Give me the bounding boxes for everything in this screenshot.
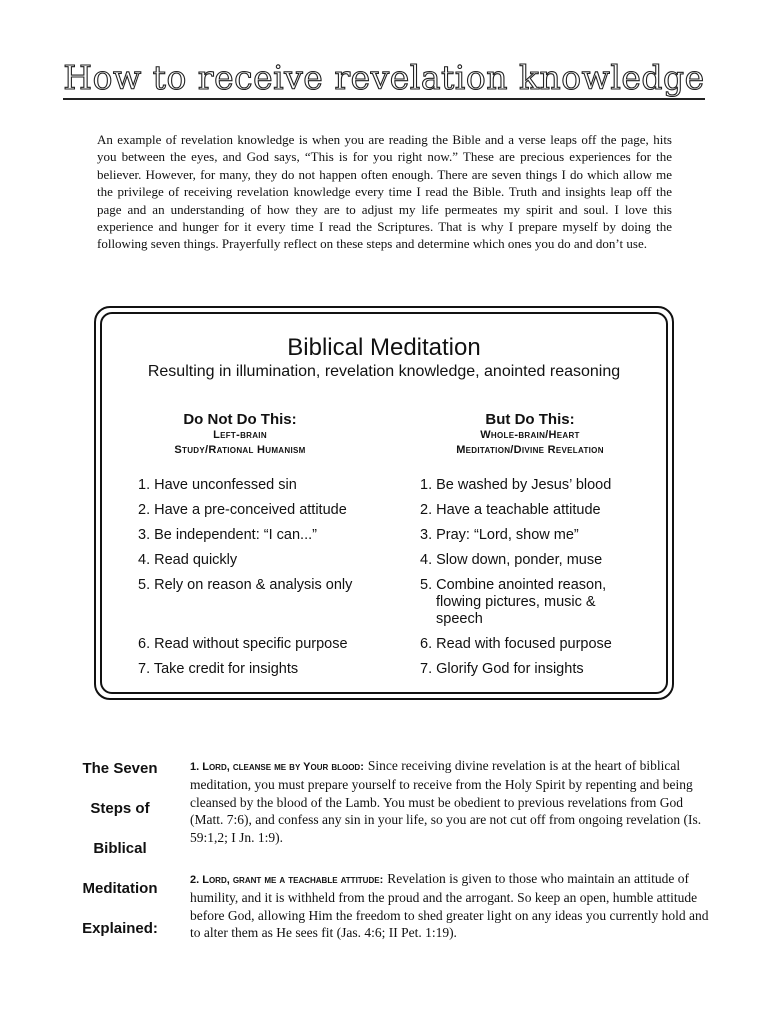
do-not-item: 3. Be independent: “I can...” xyxy=(138,527,317,543)
do-not-item: 2. Have a pre-conceived attitude xyxy=(138,502,347,518)
step-1-text: Since receiving divine revelation is at the heart of biblical meditation, you must prepare yourself to receive from the Holy Spirit by repenting and being cleansed by the blood of the Lamb. You must be obedient to previous revelations from God (Matt. 7:6), and confess any sin in your life, so you are not cut off from ongoing revelation (Is. 59:1,2; I Jn. 1:9). xyxy=(190,758,702,845)
do-item: 5. Combine anointed reason, flowing pictures, music & speech xyxy=(420,577,607,627)
do-item: 1. Be washed by Jesus’ blood xyxy=(420,477,612,493)
do-not-item: 5. Rely on reason & analysis only xyxy=(138,577,353,593)
do-not-subheading-2: Study/Rational Humanism xyxy=(174,444,306,456)
do-item: 2. Have a teachable attitude xyxy=(420,502,601,518)
sidebar-line: Explained: xyxy=(82,920,158,937)
do-column xyxy=(420,411,650,677)
sidebar-line: The Seven xyxy=(82,760,158,777)
do-not-heading: Do Not Do This: xyxy=(183,411,297,428)
sidebar-line: Steps of xyxy=(90,800,150,817)
step-2-text: Revelation is given to those who maintain an attitude of humility, and it is withheld from the proud and the arrogant. So keep an open, humble attitude before God, allowing Him the freedom to shed greater light on any ideas you currently hold and to alter them as He sees fit (Jas. 4:6; II Pet. 1:19). xyxy=(190,871,709,941)
do-subheading-1: Whole-brain/Heart xyxy=(480,429,580,441)
do-not-item: 1. Have unconfessed sin xyxy=(138,477,297,493)
page-title: How to receive revelation knowledge xyxy=(0,58,768,97)
seven-steps-sidebar xyxy=(70,756,170,956)
do-item: 4. Slow down, ponder, muse xyxy=(420,552,603,568)
meditation-box xyxy=(94,306,674,700)
box-subtitle: Resulting in illumination, revelation knowledge, anointed reasoning xyxy=(147,363,621,380)
meditation-box-inner-border xyxy=(100,312,668,694)
do-not-column xyxy=(138,411,388,677)
do-item: 7. Glorify God for insights xyxy=(420,661,584,677)
step-2 xyxy=(190,870,710,942)
do-item: 6. Read with focused purpose xyxy=(420,636,612,652)
do-not-item: 7. Take credit for insights xyxy=(138,661,299,677)
sidebar-line: Biblical xyxy=(93,840,147,857)
step-1-heading: 1. Lord, cleanse me by Your blood: xyxy=(190,761,364,773)
sidebar-line: Meditation xyxy=(82,880,158,897)
do-subheading-2: Meditation/Divine Revelation xyxy=(456,444,604,456)
do-not-item: 6. Read without specific purpose xyxy=(138,636,348,652)
step-2-heading: 2. Lord, grant me a teachable attitude: xyxy=(190,874,384,886)
do-not-item: 4. Read quickly xyxy=(138,552,238,568)
do-not-subheading-1: Left-brain xyxy=(213,429,267,441)
do-item: 3. Pray: “Lord, show me” xyxy=(420,527,579,543)
intro-paragraph: An example of revelation knowledge is when you are reading the Bible and a verse leaps off the page, hits you between the eyes, and God says, “This is for you right now.” These are precious experiences for the believer. However, for many, they do not happen often enough. There are seven things I do which allow me the privilege of receiving revelation knowledge every time I read the Bible. Truth and insights leap off the page and an understanding of how they are to adjust my life permeates my spirit and soul. I love this experience and hunger for it every time I read the Scriptures. That is why I prepare myself by doing the following seven things. Prayerfully reflect on these steps and determine which ones you do and don’t use. xyxy=(97,132,672,252)
box-title: Biblical Meditation xyxy=(287,334,481,361)
do-heading: But Do This: xyxy=(485,411,575,428)
step-1 xyxy=(190,757,710,846)
